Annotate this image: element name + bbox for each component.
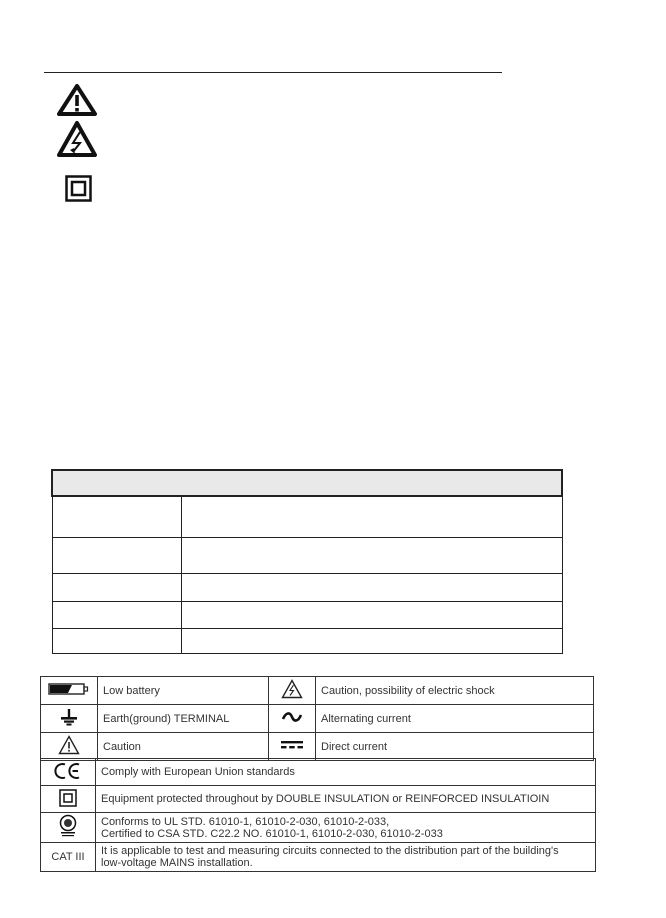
warning-triangle-icon — [58, 746, 80, 758]
ce-mark-icon — [53, 771, 83, 783]
double-insulation-icon — [65, 175, 92, 202]
warning-triangle-icon — [56, 83, 98, 117]
cat-iii-label: CAT III — [41, 843, 96, 872]
table-row — [52, 628, 562, 653]
lightning-triangle-icon — [281, 690, 303, 702]
lightning-triangle-icon — [56, 120, 98, 158]
symbol-description: Caution, possibility of electric shock — [316, 677, 594, 705]
symbol-table-wide — [40, 758, 596, 872]
table-row — [41, 843, 596, 872]
symbol-table — [40, 676, 594, 761]
symbol-description: Low battery — [98, 677, 269, 705]
table-row — [41, 759, 596, 786]
specification-table — [51, 469, 563, 654]
symbol-description: Equipment protected throughout by DOUBLE INSULATION or REINFORCED INSULATIOIN — [96, 786, 596, 813]
certification-line-1: Conforms to UL STD. 61010-1, 61010-2-030, 61010-2-033, — [101, 815, 390, 828]
table-row — [41, 786, 596, 813]
table-row — [41, 705, 594, 733]
symbol-description: Direct current — [316, 733, 594, 761]
table-row — [41, 813, 596, 843]
table-row — [52, 496, 562, 537]
certification-icon — [58, 829, 78, 841]
dc-icon — [280, 742, 304, 754]
table-row — [41, 733, 594, 761]
table-row — [52, 537, 562, 573]
certification-line-2: Certified to CSA STD. C22.2 NO. 61010-1, 61010-2-030, 61010-2-033 — [101, 827, 443, 840]
battery-icon — [48, 687, 90, 699]
symbol-description: Alternating current — [316, 705, 594, 733]
symbol-description: Comply with European Union standards — [96, 759, 596, 786]
double-insulation-icon — [59, 798, 77, 810]
symbol-description: Earth(ground) TERMINAL — [98, 705, 269, 733]
cat-description-line-2: low-voltage MAINS installation. — [101, 857, 253, 869]
tilde-icon — [281, 714, 303, 726]
cat-description-line-1: It is applicable to test and measuring circuits connected to the distribution part of the building's — [101, 845, 559, 857]
table-row — [52, 573, 562, 601]
table-header-row — [52, 470, 562, 496]
table-row — [52, 601, 562, 628]
horizontal-rule — [44, 72, 502, 73]
symbol-description: Caution — [98, 733, 269, 761]
table-row — [41, 677, 594, 705]
ground-icon — [60, 717, 78, 729]
